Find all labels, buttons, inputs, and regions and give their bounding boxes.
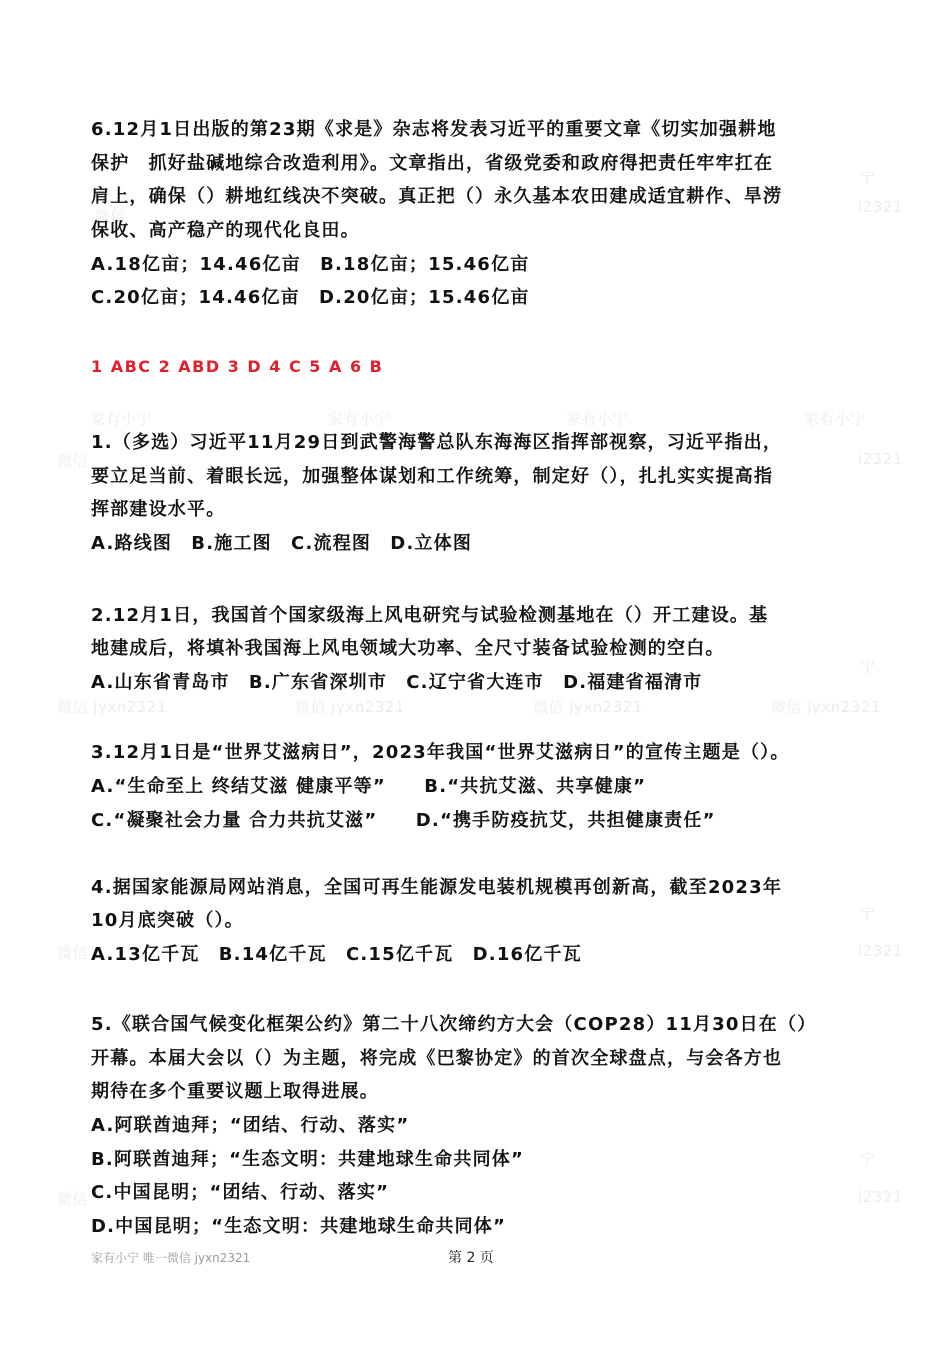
question-1-stem: 挥部建设水平。 [91, 499, 226, 520]
question-5-option-c: C.中国昆明；“团结、行动、落实” [91, 1182, 390, 1203]
question-5-stem: 5.《联合国气候变化框架公约》第二十八次缔约方大会（COP28）11月30日在（） [91, 1014, 817, 1035]
watermark: 微信 [57, 1190, 89, 1208]
watermark: 微信 jyxn2321 [533, 698, 643, 716]
question-6-stem: 肩上，确保（）耕地红线决不突破。真正把（）永久基本农田建成适宜耕作、旱涝 [91, 186, 783, 207]
watermark: 微信 jyxn2321 [295, 698, 405, 716]
watermark: i2321 [858, 198, 903, 216]
question-6-options: A.18亿亩；14.46亿亩 B.18亿亩；15.46亿亩 [91, 254, 530, 275]
question-6-stem: 保护 抓好盐碱地综合改造利用》。文章指出，省级党委和政府得把责任牢牢扛在 [91, 153, 774, 174]
question-5-option-d: D.中国昆明；“生态文明：共建地球生命共同体” [91, 1216, 507, 1237]
watermark: 微信 [57, 452, 89, 470]
question-3-stem: 3.12月1日是“世界艾滋病日”，2023年我国“世界艾滋病日”的宣传主题是（）。 [91, 742, 790, 763]
question-4-options: A.13亿千瓦 B.14亿千瓦 C.15亿千瓦 D.16亿千瓦 [91, 944, 582, 965]
watermark: 宁 [860, 904, 876, 922]
watermark: 微信 jyxn2321 [57, 698, 167, 716]
answer-key: 1 ABC 2 ABD 3 D 4 C 5 A 6 B [91, 357, 384, 376]
question-6-stem: 6.12月1日出版的第23期《求是》杂志将发表习近平的重要文章《切实加强耕地 [91, 119, 777, 140]
watermark: i2321 [858, 1188, 903, 1206]
watermark: 宁 [860, 168, 876, 186]
question-1-stem: 1.（多选）习近平11月29日到武警海警总队东海海区指挥部视察，习近平指出， [91, 432, 783, 453]
question-3-options: A.“生命至上 终结艾滋 健康平等” B.“共抗艾滋、共享健康” [91, 776, 647, 797]
question-6-stem: 保收、高产稳产的现代化良田。 [91, 220, 360, 241]
question-5-stem: 期待在多个重要议题上取得进展。 [91, 1081, 379, 1102]
question-1-stem: 要立足当前、着眼长远，加强整体谋划和工作统筹，制定好（），扎扎实实提高指 [91, 466, 774, 487]
question-5-option-a: A.阿联酋迪拜；“团结、行动、落实” [91, 1115, 410, 1136]
watermark: 微信 [95, 207, 127, 225]
watermark: 家有小宁 [804, 410, 867, 428]
watermark: i2321 [858, 942, 903, 960]
footer-brand-text: 家有小宁 唯一微信 jyxn2321 [91, 1251, 251, 1265]
watermark: 宁 [860, 1150, 876, 1168]
watermark: 微信 [57, 944, 89, 962]
watermark: 家有小宁 [566, 410, 629, 428]
question-4-stem: 10月底突破（）。 [91, 910, 244, 931]
question-5-stem: 开幕。本届大会以（）为主题，将完成《巴黎协定》的首次全球盘点，与会各方也 [91, 1048, 783, 1069]
page-number: 第 2 页 [448, 1250, 494, 1266]
question-3-options: C.“凝聚社会力量 合力共抗艾滋” D.“携手防疫抗艾，共担健康责任” [91, 810, 716, 831]
watermark: i2321 [858, 450, 903, 468]
watermark: 家有小宁 [90, 410, 153, 428]
question-4-stem: 4.据国家能源局网站消息，全国可再生能源发电装机规模再创新高，截至2023年 [91, 877, 783, 898]
question-1-options: A.路线图 B.施工图 C.流程图 D.立体图 [91, 533, 473, 554]
question-2-options: A.山东省青岛市 B.广东省深圳市 C.辽宁省大连市 D.福建省福清市 [91, 672, 703, 693]
question-5-option-b: B.阿联酋迪拜；“生态文明：共建地球生命共同体” [91, 1149, 525, 1170]
question-2-stem: 地建成后，将填补我国海上风电领域大功率、全尺寸装备试验检测的空白。 [91, 638, 725, 659]
question-2-stem: 2.12月1日，我国首个国家级海上风电研究与试验检测基地在（）开工建设。基 [91, 605, 769, 626]
question-6-options: C.20亿亩；14.46亿亩 D.20亿亩；15.46亿亩 [91, 287, 530, 308]
watermark: 宁 [860, 658, 876, 676]
watermark: 微信 jyxn2321 [771, 698, 881, 716]
watermark: 家有小宁 [328, 410, 391, 428]
